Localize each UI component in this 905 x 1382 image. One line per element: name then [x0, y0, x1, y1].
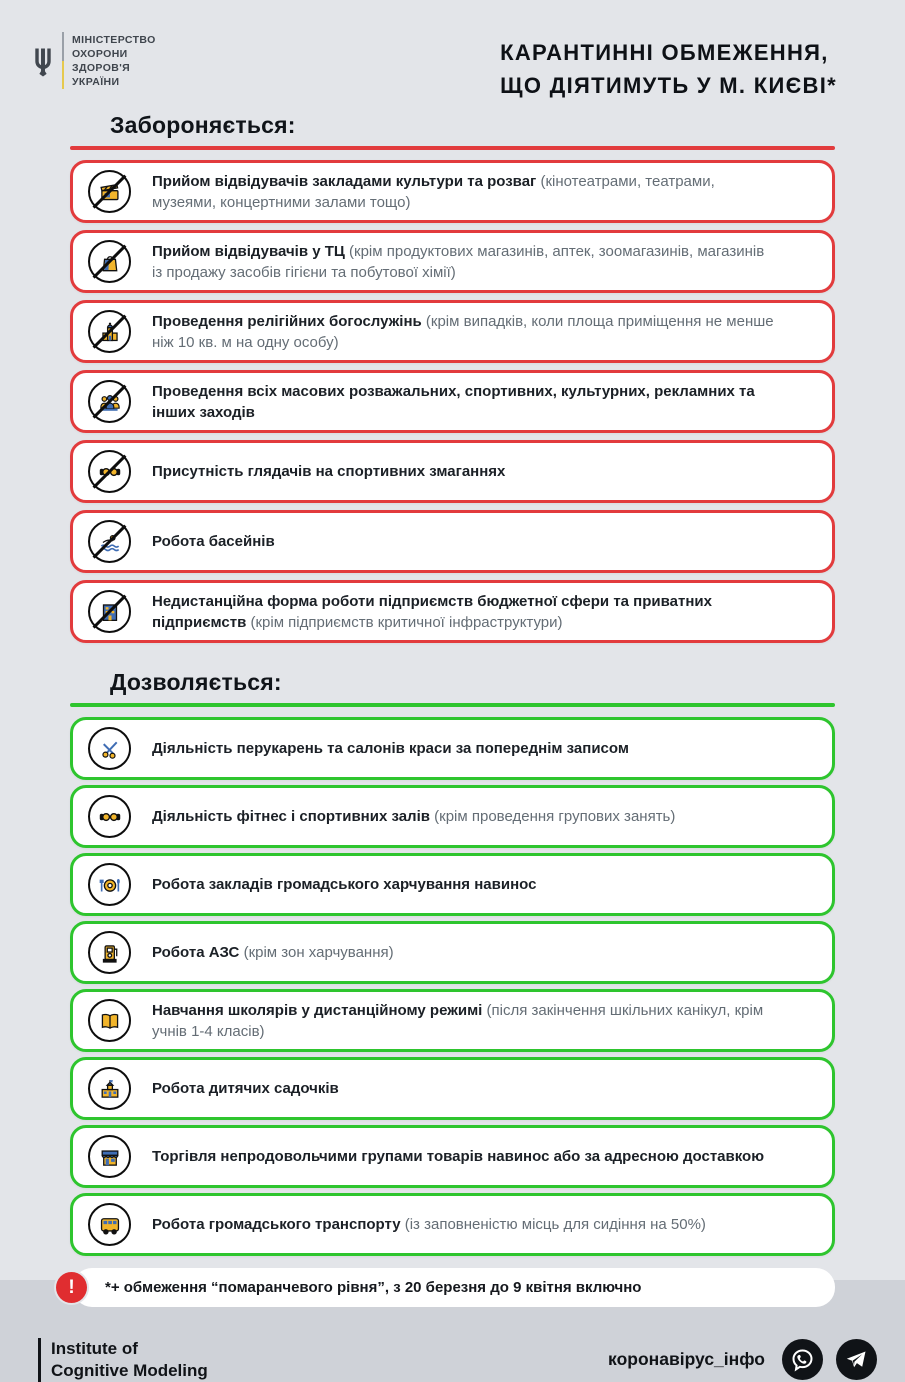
allowed-underline [70, 703, 835, 707]
allowed-item: Робота АЗС (крім зон харчування) [70, 921, 835, 984]
dumbbell-icon [88, 795, 131, 838]
prohibited-item: Прийом відвідувачів закладами культури та розваг (кінотеатрами, театрами, музеями, концертними залами тощо) [70, 160, 835, 223]
no-church-icon [88, 310, 131, 353]
ministry-logo [32, 32, 156, 89]
storefront-icon [88, 1135, 131, 1178]
footnote-text: *+ обмеження “помаранчевого рівня”, з 20 березня до 9 квітня включно [73, 1268, 835, 1307]
channel-name: коронавірус_інфо [608, 1349, 765, 1370]
telegram-icon[interactable] [836, 1339, 877, 1380]
footer-channel [608, 1339, 877, 1380]
fuel-pump-icon [88, 931, 131, 974]
viber-icon[interactable] [782, 1339, 823, 1380]
open-book-icon [88, 999, 131, 1042]
trident-emblem-icon [32, 34, 54, 89]
logo-divider [62, 32, 64, 89]
prohibited-item: Робота басейнів [70, 510, 835, 573]
exclamation-icon: ! [56, 1272, 87, 1303]
brand-logo [38, 1338, 208, 1382]
no-swimmer-icon [88, 520, 131, 563]
section-prohibited [0, 112, 905, 643]
prohibited-underline [70, 146, 835, 150]
no-crowd-icon [88, 380, 131, 423]
header [0, 0, 905, 112]
footnote [56, 1268, 835, 1307]
brand-divider [38, 1338, 41, 1382]
no-shopping-bag-icon [88, 240, 131, 283]
kindergarten-icon [88, 1067, 131, 1110]
allowed-item: Робота закладів громадського харчування навинос [70, 853, 835, 916]
allowed-item: Робота дитячих садочків [70, 1057, 835, 1120]
footer [0, 1338, 905, 1382]
prohibited-list [70, 160, 835, 643]
prohibited-item: Прийом відвідувачів у ТЦ (крім продуктових магазинів, аптек, зоомагазинів, магазинів із продажу засобів гігієни та побутової хімії) [70, 230, 835, 293]
prohibited-heading: Забороняється: [110, 112, 296, 138]
bus-icon [88, 1203, 131, 1246]
prohibited-item: Недистанційна форма роботи підприємств бюджетної сфери та приватних підприємств (крім підприємств критичної інфраструктури) [70, 580, 835, 643]
allowed-item: Робота громадського транспорту (із заповненістю місць для сидіння на 50%) [70, 1193, 835, 1256]
allowed-heading: Дозволяється: [110, 669, 282, 695]
section-allowed [0, 669, 905, 1256]
prohibited-item: Проведення релігійних богослужінь (крім випадків, коли площа приміщення не менше ніж 10 кв. м на одну особу) [70, 300, 835, 363]
page-title: КАРАНТИННІ ОБМЕЖЕННЯ, ЩО ДІЯТИМУТЬ У М. КИЄВІ* [500, 40, 837, 98]
prohibited-item: Присутність глядачів на спортивних змаганнях [70, 440, 835, 503]
no-office-building-icon [88, 590, 131, 633]
allowed-item: Торгівля непродовольчими групами товарів навинос або за адресною доставкою [70, 1125, 835, 1188]
ministry-name: МІНІСТЕРСТВО ОХОРОНИ ЗДОРОВ'Я УКРАЇНИ [72, 34, 156, 88]
allowed-list [70, 717, 835, 1256]
allowed-item: Діяльність перукарень та салонів краси за попереднім записом [70, 717, 835, 780]
allowed-item: Діяльність фітнес і спортивних залів (крім проведення групових занять) [70, 785, 835, 848]
brand-name: Institute of Cognitive Modeling [51, 1339, 208, 1380]
allowed-item: Навчання школярів у дистанційному режимі (після закінчення шкільних канікул, крім учнів 1-4 класів) [70, 989, 835, 1052]
prohibited-item: Проведення всіх масових розважальних, спортивних, культурних, рекламних та інших заходів [70, 370, 835, 433]
scissors-icon [88, 727, 131, 770]
dining-icon [88, 863, 131, 906]
no-clapperboard-icon [88, 170, 131, 213]
no-dumbbell-icon [88, 450, 131, 493]
